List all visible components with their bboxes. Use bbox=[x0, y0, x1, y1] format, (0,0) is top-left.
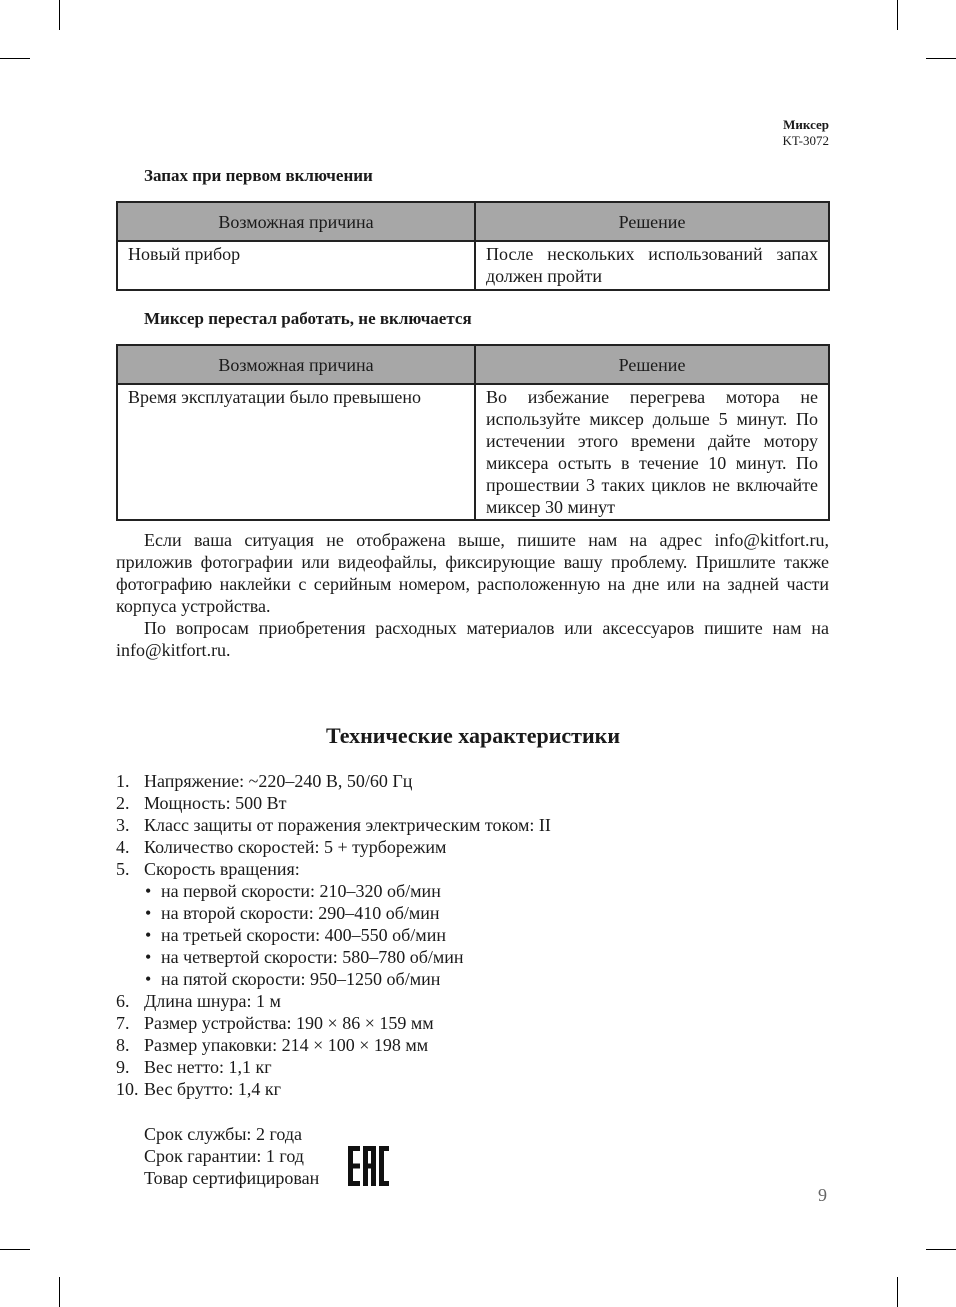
spec-item bbox=[116, 814, 551, 836]
item-text: Класс защиты от поражения электрическим током: II bbox=[144, 815, 551, 835]
spec-item bbox=[116, 1012, 551, 1034]
speed-item: • на третьей скорости: 400–550 об/мин bbox=[144, 924, 551, 946]
specs-list bbox=[116, 770, 551, 1100]
item-number: 7. bbox=[116, 1013, 130, 1033]
item-number: 1. bbox=[116, 771, 130, 791]
item-number: 5. bbox=[116, 859, 130, 879]
item-number: 8. bbox=[116, 1035, 130, 1055]
item-number: 2. bbox=[116, 793, 130, 813]
spec-item bbox=[116, 792, 551, 814]
speed-item: • на четвертой скорости: 580–780 об/мин bbox=[144, 946, 551, 968]
spec-item bbox=[116, 1078, 551, 1100]
paragraph: По вопросам приобретения расходных материалов или аксессуаров пишите нам на info@kitfort.ru. bbox=[116, 618, 829, 660]
speed-item: • на пятой скорости: 950–1250 об/мин bbox=[144, 968, 551, 990]
certified: Товар сертифицирован bbox=[144, 1168, 320, 1188]
crop-mark bbox=[0, 1249, 30, 1250]
speed-item: • на первой скорости: 210–320 об/мин bbox=[144, 880, 551, 902]
specs-title: Технические характеристики bbox=[325, 723, 621, 748]
col-header-solution: Решение bbox=[475, 202, 829, 241]
item-number: 10. bbox=[116, 1079, 139, 1099]
item-text: Вес брутто: 1,4 кг bbox=[144, 1079, 281, 1099]
section1-title: Запах при первом включении bbox=[144, 166, 373, 185]
page-number: 9 bbox=[818, 1185, 827, 1205]
cause-cell: Новый прибор bbox=[117, 241, 475, 290]
crop-mark bbox=[59, 1277, 60, 1307]
service-life: Срок службы: 2 года bbox=[144, 1124, 303, 1144]
item-number: 6. bbox=[116, 991, 130, 1011]
footer-info bbox=[144, 1123, 319, 1189]
spec-item bbox=[116, 858, 551, 990]
troubleshoot-table-2 bbox=[116, 344, 830, 521]
solution-cell: Во избежание перегрева мотора не используйте миксер дольше 5 минут. По истечении этого времени дайте мотору миксера остыть в течение 10 минут. По прошествии 3 таких циклов не включайте миксер 30 минут bbox=[475, 384, 829, 520]
running-header bbox=[783, 117, 829, 149]
item-text: Вес нетто: 1,1 кг bbox=[144, 1057, 272, 1077]
col-header-solution: Решение bbox=[475, 345, 829, 384]
col-header-cause: Возможная причина bbox=[117, 202, 475, 241]
item-text: Размер упаковки: 214 × 100 × 198 мм bbox=[144, 1035, 429, 1055]
speed-item: • на второй скорости: 290–410 об/мин bbox=[144, 902, 551, 924]
col-header-cause: Возможная причина bbox=[117, 345, 475, 384]
eac-logo-icon bbox=[348, 1146, 390, 1186]
crop-mark bbox=[59, 0, 60, 30]
crop-mark bbox=[926, 58, 956, 59]
item-text: Напряжение: ~220–240 В, 50/60 Гц bbox=[144, 771, 413, 791]
crop-mark bbox=[926, 1249, 956, 1250]
spec-item bbox=[116, 836, 551, 858]
spec-item bbox=[116, 990, 551, 1012]
header-model: KT-3072 bbox=[782, 133, 829, 148]
header-product: Миксер bbox=[783, 117, 829, 132]
item-text: Количество скоростей: 5 + турборежим bbox=[144, 837, 447, 857]
item-number: 9. bbox=[116, 1057, 130, 1077]
troubleshoot-table-1 bbox=[116, 201, 830, 291]
crop-mark bbox=[897, 1277, 898, 1307]
item-number: 3. bbox=[116, 815, 130, 835]
spec-item bbox=[116, 1056, 551, 1078]
paragraph: Если ваша ситуация не отображена выше, пишите нам на адрес info@kitfort.ru, приложив фотографии или видеофайлы, фиксирующие вашу проблему. Пришлите также фотографию наклейки с серийным номером, расположенную на дне или на задней части корпуса устройства. bbox=[116, 530, 829, 616]
solution-cell: После нескольких использований запах должен пройти bbox=[475, 241, 829, 290]
item-text: Длина шнура: 1 м bbox=[144, 991, 281, 1011]
spec-item bbox=[116, 1034, 551, 1056]
item-text: Мощность: 500 Вт bbox=[144, 793, 287, 813]
cause-cell: Время эксплуатации было превышено bbox=[117, 384, 475, 520]
spec-item bbox=[116, 770, 551, 792]
item-text: Скорость вращения: bbox=[144, 859, 300, 879]
section2-title: Миксер перестал работать, не включается bbox=[144, 309, 472, 328]
crop-mark bbox=[0, 58, 30, 59]
item-text: Размер устройства: 190 × 86 × 159 мм bbox=[144, 1013, 434, 1033]
warranty: Срок гарантии: 1 год bbox=[144, 1146, 304, 1166]
contact-paragraphs bbox=[116, 529, 829, 661]
item-number: 4. bbox=[116, 837, 130, 857]
crop-mark bbox=[897, 0, 898, 30]
speed-list bbox=[144, 880, 551, 990]
